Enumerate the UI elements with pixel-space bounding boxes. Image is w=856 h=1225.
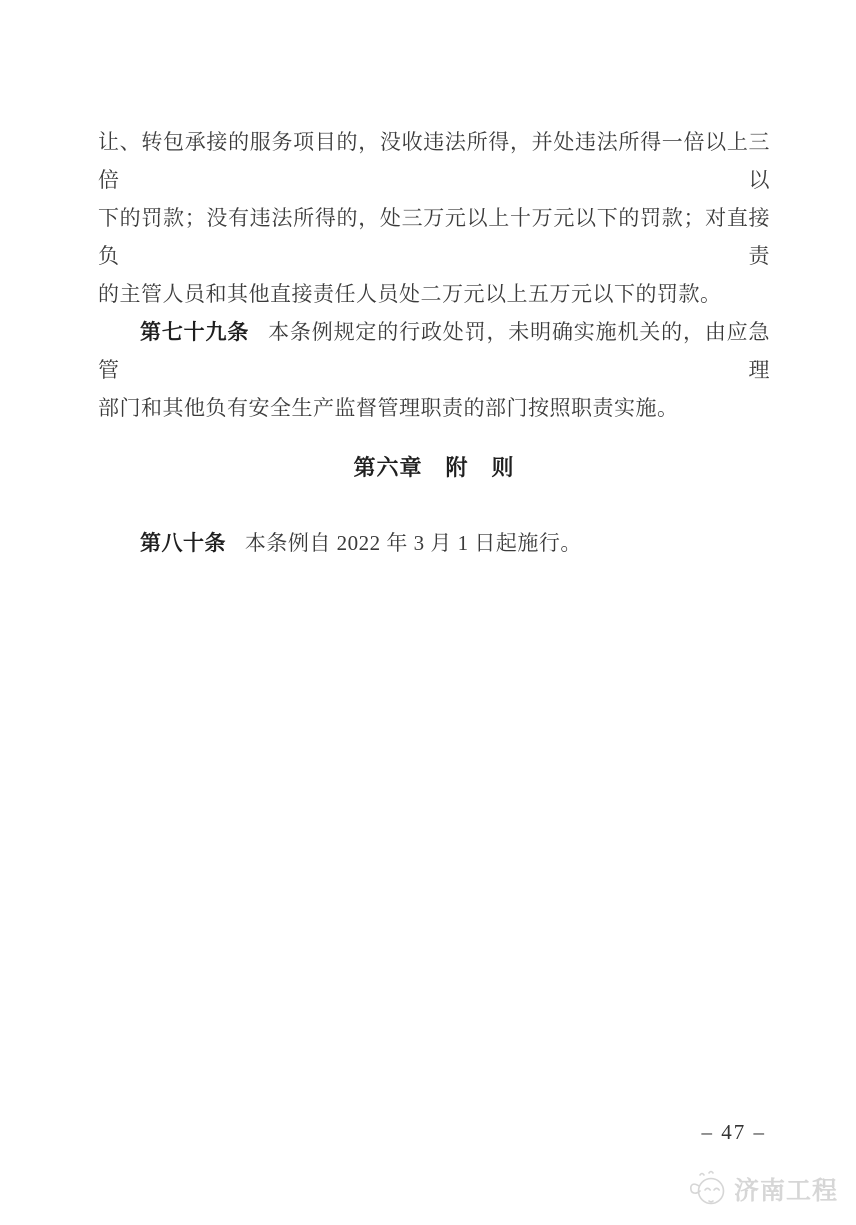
article-79-number: 第七十九条 xyxy=(140,320,250,344)
article-79-line: 部门和其他负有安全生产监督管理职责的部门按照职责实施。 xyxy=(98,396,679,420)
mascot-face-icon xyxy=(687,1170,729,1208)
chapter-heading: 第六章 附 则 xyxy=(353,455,515,480)
document-content xyxy=(98,123,770,562)
body-line: 的主管人员和其他直接责任人员处二万元以上五万元以下的罚款。 xyxy=(98,282,722,306)
body-line: 下的罚款；没有违法所得的，处三万元以上十万元以下的罚款；对直接负责 xyxy=(98,206,770,268)
article-79-line xyxy=(98,313,770,389)
page-number: – 47 – xyxy=(701,1120,766,1144)
watermark-text: 济南工程 xyxy=(733,1178,838,1205)
article-80-number: 第八十条 xyxy=(140,531,226,555)
article-80-text: 本条例自 2022 年 3 月 1 日起施行。 xyxy=(244,531,582,555)
watermark xyxy=(687,1170,838,1208)
article-80-line xyxy=(98,524,770,562)
body-line: 让、转包承接的服务项目的，没收违法所得，并处违法所得一倍以上三倍以 xyxy=(98,130,770,192)
article-79-text: 本条例规定的行政处罚，未明确实施机关的，由应急管理 xyxy=(98,320,770,382)
